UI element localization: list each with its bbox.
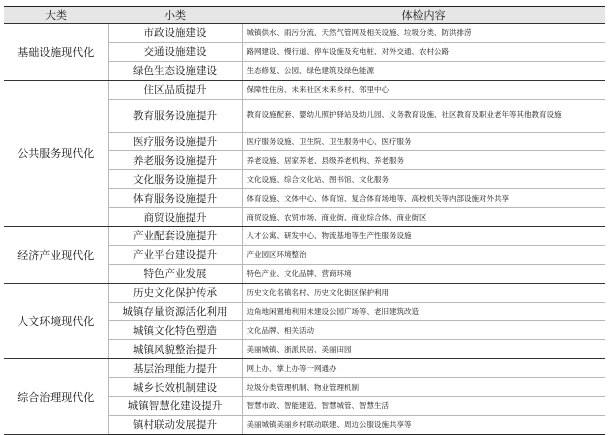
header-category: 大类 [4, 7, 108, 24]
table-row [4, 227, 605, 246]
table-row [4, 283, 605, 302]
subcategory-cell: 绿色生态设施建设 [108, 61, 242, 80]
subcategory-cell: 历史文化保护传承 [108, 283, 242, 302]
subcategory-cell: 医疗服务设施提升 [108, 132, 242, 151]
category-cell: 经济产业现代化 [4, 227, 108, 284]
subcategory-cell: 城镇风貌整治提升 [108, 340, 242, 359]
table-row [4, 24, 605, 43]
table-header-row [4, 7, 605, 24]
content-cell: 商贸设施、农贸市场、商业街、商业综合体、商业街区 [242, 208, 605, 227]
category-cell: 综合治理现代化 [4, 359, 108, 435]
header-content: 体检内容 [242, 7, 605, 24]
content-cell: 养老设施、居家养老、县级养老机构、养老服务 [242, 151, 605, 170]
category-cell: 人文环境现代化 [4, 283, 108, 359]
table-row [4, 359, 605, 378]
content-cell: 城镇供水、雨污分流、天然气管网及相关设施、垃圾分类、防洪排涝 [242, 24, 605, 43]
content-cell: 垃圾分类管理机制、物业管理机制 [242, 378, 605, 397]
subcategory-cell: 文化服务设施提升 [108, 170, 242, 189]
content-cell: 网上办、掌上办等一网通办 [242, 359, 605, 378]
content-cell: 智慧市政、智能建造、智慧城管、智慧生活 [242, 397, 605, 416]
subcategory-cell: 城镇存量资源活化利用 [108, 302, 242, 321]
subcategory-cell: 镇村联动发展提升 [108, 415, 242, 434]
subcategory-cell: 基层治理能力提升 [108, 359, 242, 378]
header-subcategory: 小类 [108, 7, 242, 24]
table-row [4, 80, 605, 99]
content-cell: 特色产业、文化品牌、营商环境 [242, 264, 605, 283]
content-cell: 文化品牌、相关活动 [242, 321, 605, 340]
content-cell: 人才公寓、研发中心、物流基地等生产性服务设施 [242, 227, 605, 246]
subcategory-cell: 城乡长效机制建设 [108, 378, 242, 397]
content-cell: 美丽城镇美丽乡村联动联建、周边公服设施共享等 [242, 415, 605, 434]
table-wrapper [4, 6, 605, 435]
content-cell: 路网建设、慢行道、停车设施及充电桩、对外交通、农村公路 [242, 42, 605, 61]
content-cell: 医疗服务设施、卫生院、卫生服务中心、医疗服务 [242, 132, 605, 151]
content-cell: 美丽城镇、浙派民居、美丽田园 [242, 340, 605, 359]
content-cell: 文化设施、综合文化站、图书馆、文化服务 [242, 170, 605, 189]
subcategory-cell: 产业配套设施提升 [108, 227, 242, 246]
content-cell: 历史文化名镇名村、历史文化街区保护利用 [242, 283, 605, 302]
category-cell: 基础设施现代化 [4, 24, 108, 81]
subcategory-cell: 养老服务设施提升 [108, 151, 242, 170]
subcategory-cell: 特色产业发展 [108, 264, 242, 283]
category-cell: 公共服务现代化 [4, 80, 108, 226]
subcategory-cell: 城镇智慧化建设提升 [108, 397, 242, 416]
subcategory-cell: 市政设施建设 [108, 24, 242, 43]
content-cell: 产业园区环境整治 [242, 245, 605, 264]
subcategory-cell: 交通设施建设 [108, 42, 242, 61]
content-cell: 体育设施、文体中心、体育馆、复合体育场地等、高校机关等内部设施对外共享 [242, 189, 605, 208]
subcategory-cell: 城镇文化特色塑造 [108, 321, 242, 340]
content-cell: 边角地闲置地利用未建设公园广场等、老旧建筑改造 [242, 302, 605, 321]
subcategory-cell: 商贸设施提升 [108, 208, 242, 227]
content-cell: 保障性住房、未来社区未来乡村、邻里中心 [242, 80, 605, 99]
subcategory-cell: 住区品质提升 [108, 80, 242, 99]
subcategory-cell: 产业平台建设提升 [108, 245, 242, 264]
content-cell: 教育设施配套、婴幼儿照护驿站及幼儿园、义务教育设施、社区教育及职业老年等其他教育设施 [242, 99, 605, 132]
subcategory-cell: 教育服务设施提升 [108, 99, 242, 132]
subcategory-cell: 体育服务设施提升 [108, 189, 242, 208]
inspection-table [4, 6, 605, 435]
content-cell: 生态修复、公园、绿色建筑及绿色能源 [242, 61, 605, 80]
